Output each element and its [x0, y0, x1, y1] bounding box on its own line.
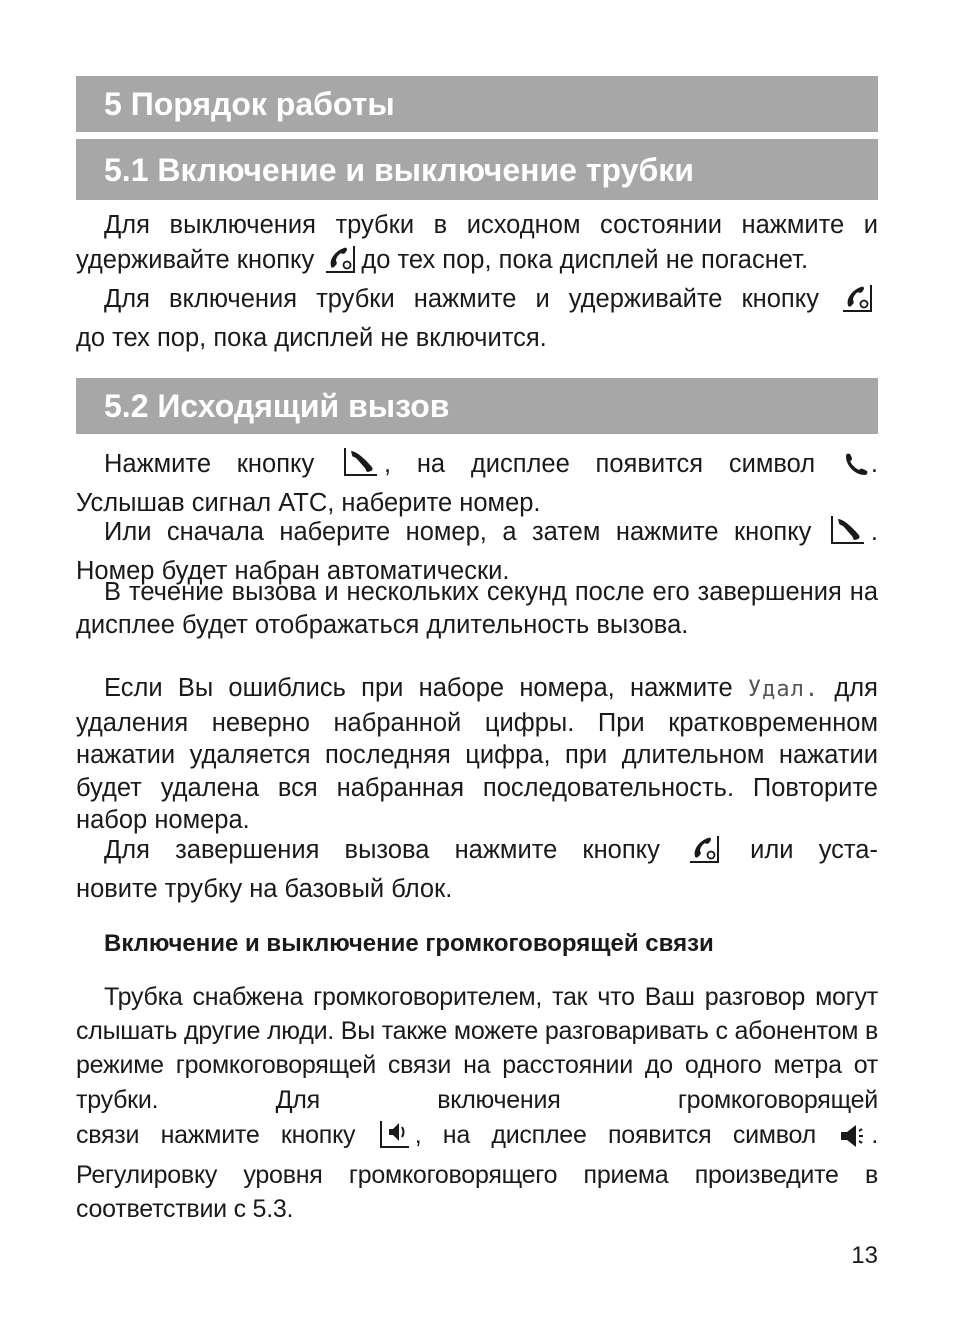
paragraph-power-off	[76, 209, 878, 282]
dial-line1c: .	[870, 450, 878, 478]
heading-5-1-text: 5.1 Включение и выключение трубки	[104, 151, 694, 188]
section-heading-5-1	[76, 139, 878, 200]
speaker-key-icon	[379, 1117, 413, 1158]
heading-5-text: 5 Порядок работы	[104, 86, 395, 122]
end-call-key-icon	[323, 242, 359, 283]
paragraph-dial	[76, 444, 878, 519]
dial-line1b: , на дисплее появится символ	[383, 450, 816, 478]
end-call-line1a: Для завершения вызова нажмите кнопку	[104, 836, 660, 864]
end-call-line1b: или уста-	[750, 836, 878, 864]
subheading-speakerphone: Включение и выключение громкоговорящей связи	[104, 930, 714, 957]
section-heading-5-2	[76, 378, 878, 434]
handset-symbol-icon	[843, 452, 869, 487]
delete-text-b: для удаления неверно набранной цифры. При кратковременном нажатии удаляется последняя цифра, при длительном нажатии будет удалена вся набранная последовательность. Повторите набор номера.	[76, 674, 878, 834]
paragraph-duration: В течение вызова и нескольких секунд после его завершения на дисплее будет отображаться длительность вызова.	[76, 578, 878, 639]
power-off-line2b: до тех пор, пока дисплей не погаснет.	[361, 245, 809, 274]
delete-text-a: Если Вы ошиблись при наборе номера, нажмите	[104, 674, 733, 702]
predial-line1a: Или сначала наберите номер, а затем нажмите кнопку	[104, 518, 812, 546]
speakerphone-text-e: Регулировку уровня громкоговорящего приема произведите в соответствии с 5.3.	[76, 1161, 878, 1224]
call-key-icon	[829, 512, 869, 555]
paragraph-speakerphone	[76, 980, 878, 1226]
heading-5-2-text: 5.2 Исходящий вызов	[104, 388, 450, 424]
power-off-line2a: удерживайте кнопку	[76, 245, 315, 274]
power-on-line2: до тех пор, пока дисплей не включится.	[76, 323, 547, 352]
speakerphone-text-c: , на дисплее появится символ	[414, 1120, 816, 1149]
predial-line1b: .	[870, 518, 879, 546]
call-key-icon	[342, 444, 382, 487]
end-call-line1	[76, 832, 878, 873]
speakerphone-text-d: .	[871, 1120, 879, 1149]
power-off-line1: Для выключения трубки в исходном состоянии нажмите и	[104, 211, 878, 239]
power-on-line1a: Для включения трубки нажмите и удерживайте кнопку	[104, 285, 819, 313]
dial-line1a: Нажмите кнопку	[104, 450, 315, 478]
speakerphone-text-a: Трубка снабжена громкоговорителем, так что Ваш разговор могут слышать другие люди. Вы также можете разговаривать с абонентом в режиме громкоговорящей связи на расстоянии до одного метра от трубки. Для включения громкоговорящей	[76, 983, 878, 1114]
speakerphone-key-line	[76, 1117, 878, 1158]
end-call-line2: новите трубку на базовый блок.	[76, 874, 453, 903]
paragraph-delete	[76, 672, 878, 837]
end-call-key-icon	[840, 281, 876, 322]
delete-key-label: Удал.	[747, 677, 820, 702]
power-on-line1	[76, 281, 878, 322]
end-call-key-icon	[687, 832, 723, 873]
dial-line1	[76, 444, 878, 487]
speaker-symbol-icon	[839, 1123, 869, 1158]
paragraph-power-on	[76, 281, 878, 354]
predial-line1	[76, 512, 878, 555]
paragraph-end-call	[76, 832, 878, 905]
page-number: 13	[851, 1242, 878, 1269]
dial-line2: Услышав сигнал АТС, наберите номер.	[76, 488, 541, 517]
section-heading-5	[76, 76, 878, 132]
power-off-line2	[76, 242, 878, 283]
predial-line2: Номер будет набран автоматически.	[76, 556, 510, 585]
speakerphone-text-b: связи нажмите кнопку	[76, 1120, 356, 1149]
